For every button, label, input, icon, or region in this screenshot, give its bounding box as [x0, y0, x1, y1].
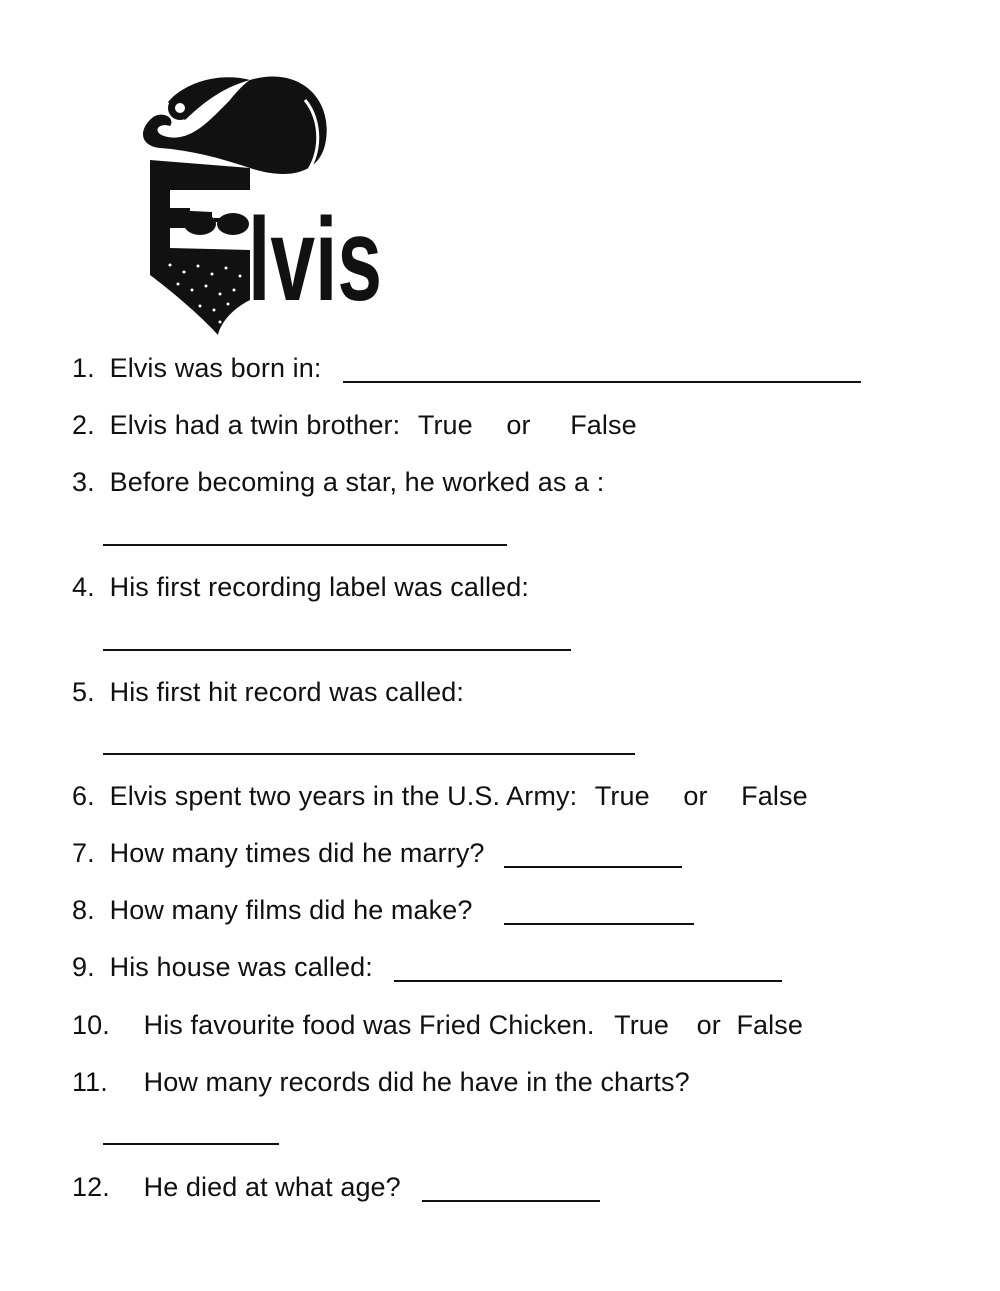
question-text: His first recording label was called:: [109, 572, 529, 602]
option-true[interactable]: True: [594, 781, 650, 811]
answer-blank[interactable]: [504, 897, 694, 925]
question-text: Before becoming a star, he worked as a :: [109, 467, 605, 497]
question-number: 2.: [72, 410, 95, 440]
question-number: 9.: [72, 952, 95, 982]
question-number: 8.: [72, 895, 95, 925]
question-text: His house was called:: [109, 952, 373, 982]
option-separator: or: [506, 410, 531, 440]
option-true[interactable]: True: [417, 410, 473, 440]
question-3: [72, 466, 604, 498]
question-number: 6.: [72, 781, 95, 811]
question-number: 4.: [72, 572, 95, 602]
question-10: [72, 1009, 803, 1041]
question-1: [72, 352, 861, 384]
question-text: He died at what age?: [143, 1172, 401, 1202]
logo-text: lvis: [248, 194, 382, 326]
answer-blank-4[interactable]: [103, 649, 571, 651]
option-false[interactable]: False: [741, 781, 808, 811]
question-number: 7.: [72, 838, 95, 868]
answer-blank-11[interactable]: [103, 1143, 279, 1145]
question-text: Elvis spent two years in the U.S. Army:: [109, 781, 578, 811]
question-text: How many times did he marry?: [109, 838, 485, 868]
question-8: [72, 894, 694, 926]
option-separator: or: [683, 781, 708, 811]
question-number: 5.: [72, 677, 95, 707]
question-12: [72, 1171, 600, 1203]
question-text: His first hit record was called:: [109, 677, 464, 707]
answer-blank[interactable]: [422, 1174, 600, 1202]
question-7: [72, 837, 682, 869]
question-text: How many records did he have in the charts?: [143, 1067, 690, 1097]
question-number: 12.: [72, 1172, 110, 1202]
answer-blank-5[interactable]: [103, 753, 635, 755]
option-separator: or: [696, 1010, 721, 1040]
option-false[interactable]: False: [570, 410, 637, 440]
question-text: Elvis was born in:: [109, 353, 322, 383]
question-text: How many films did he make?: [109, 895, 473, 925]
question-number: 3.: [72, 467, 95, 497]
answer-blank[interactable]: [504, 840, 682, 868]
question-11: [72, 1066, 690, 1098]
elvis-logo: [100, 60, 400, 340]
option-true[interactable]: True: [614, 1010, 670, 1040]
question-number: 1.: [72, 353, 95, 383]
question-5: [72, 676, 464, 708]
answer-blank-3[interactable]: [103, 544, 507, 546]
question-text: Elvis had a twin brother:: [109, 410, 401, 440]
question-2: [72, 409, 637, 441]
question-6: [72, 780, 808, 812]
option-false[interactable]: False: [736, 1010, 803, 1040]
question-text: His favourite food was Fried Chicken.: [143, 1010, 595, 1040]
question-9: [72, 951, 782, 983]
question-number: 11.: [72, 1067, 108, 1097]
question-number: 10.: [72, 1010, 110, 1040]
answer-blank[interactable]: [394, 954, 782, 982]
question-4: [72, 571, 529, 603]
answer-blank[interactable]: [343, 355, 861, 383]
